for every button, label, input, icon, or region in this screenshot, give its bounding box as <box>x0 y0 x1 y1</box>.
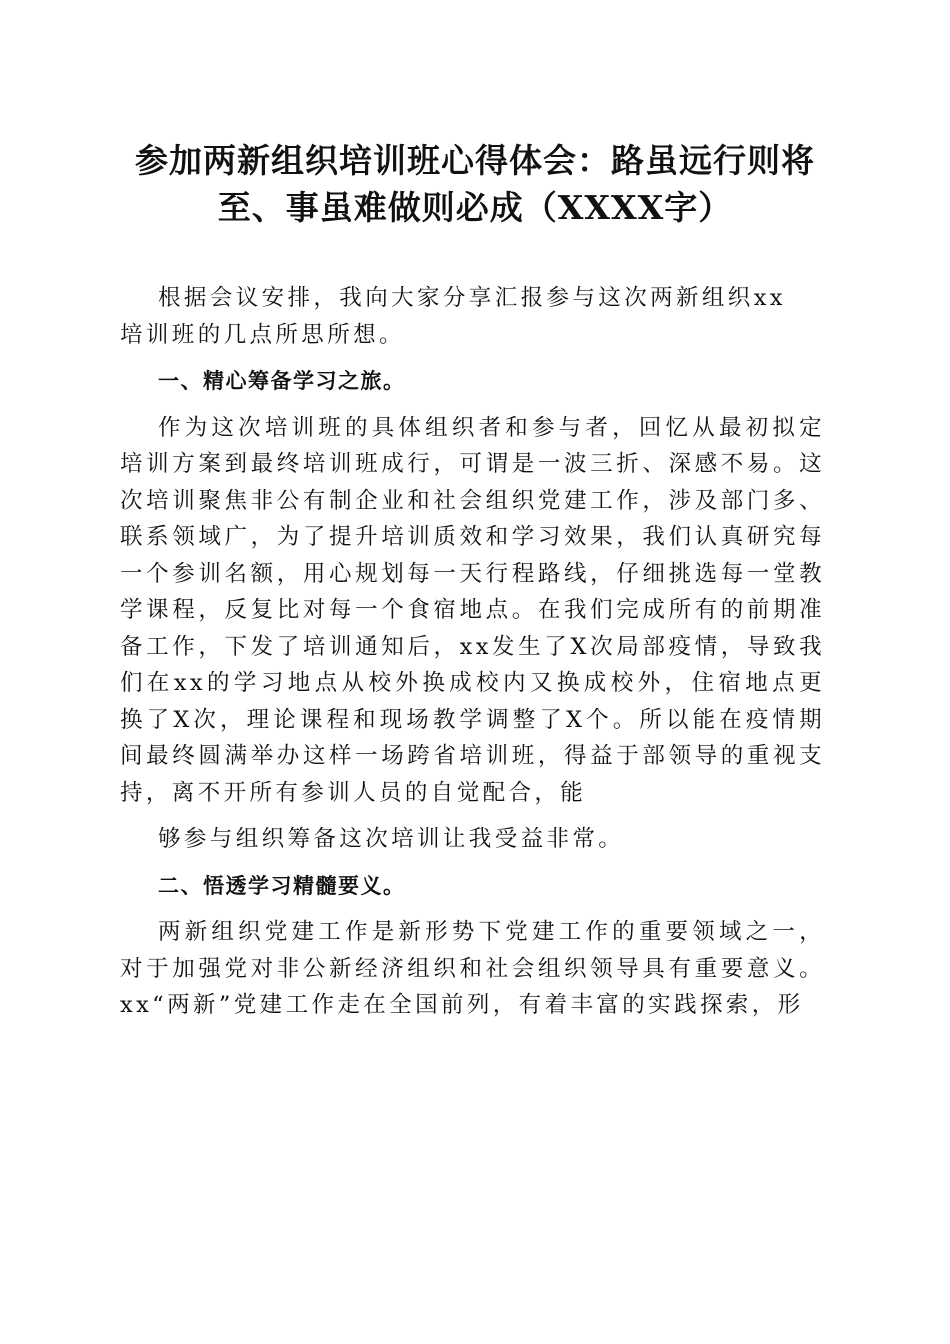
intro-line-1: 根据会议安排，我向大家分享汇报参与这次两新组织xx <box>158 285 786 311</box>
intro-paragraph <box>120 280 825 353</box>
section-1-paragraph: 作为这次培训班的具体组织者和参与者，回忆从最初拟定培训方案到最终培训班成行，可谓是一波三折、深感不易。这次培训聚焦非公有制企业和社会组织党建工作，涉及部门多、联系领域广，为了提升培训质效和学习效果，我们认真研究每一个参训名额，用心规划每一天行程路线，仔细挑选每一堂教学课程，反复比对每一个食宿地点。在我们完成所有的前期准备工作，下发了培训通知后，xx发生了X次局部疫情，导致我们在xx的学习地点从校外换成校内又换成校外，住宿地点更换了X次，理论课程和现场教学调整了X个。所以能在疫情期间最终圆满举办这样一场跨省培训班，得益于部领导的重视支持，离不开所有参训人员的自觉配合，能 <box>120 414 825 806</box>
section-1-heading: 一、精心筹备学习之旅。 <box>158 369 406 393</box>
title-line-1: 参加两新组织培训班心得体会：路虽远行则将 <box>135 141 815 180</box>
section-2-heading: 二、悟透学习精髓要义。 <box>158 873 406 898</box>
intro-line-2: 培训班的几点所思所想。 <box>120 321 405 348</box>
document-title <box>115 137 835 231</box>
title-line-2: 至、事虽难做则必成（XXXX字） <box>217 188 733 227</box>
section-1-continuation: 够参与组织筹备这次培训让我受益非常。 <box>158 826 625 852</box>
section-2-paragraph: 两新组织党建工作是新形势下党建工作的重要领域之一，对于加强党对非公新经济组织和社会组织领导具有重要意义。xx“两新”党建工作走在全国前列，有着丰富的实践探索，形 <box>120 919 825 1018</box>
document-body <box>120 280 825 1034</box>
